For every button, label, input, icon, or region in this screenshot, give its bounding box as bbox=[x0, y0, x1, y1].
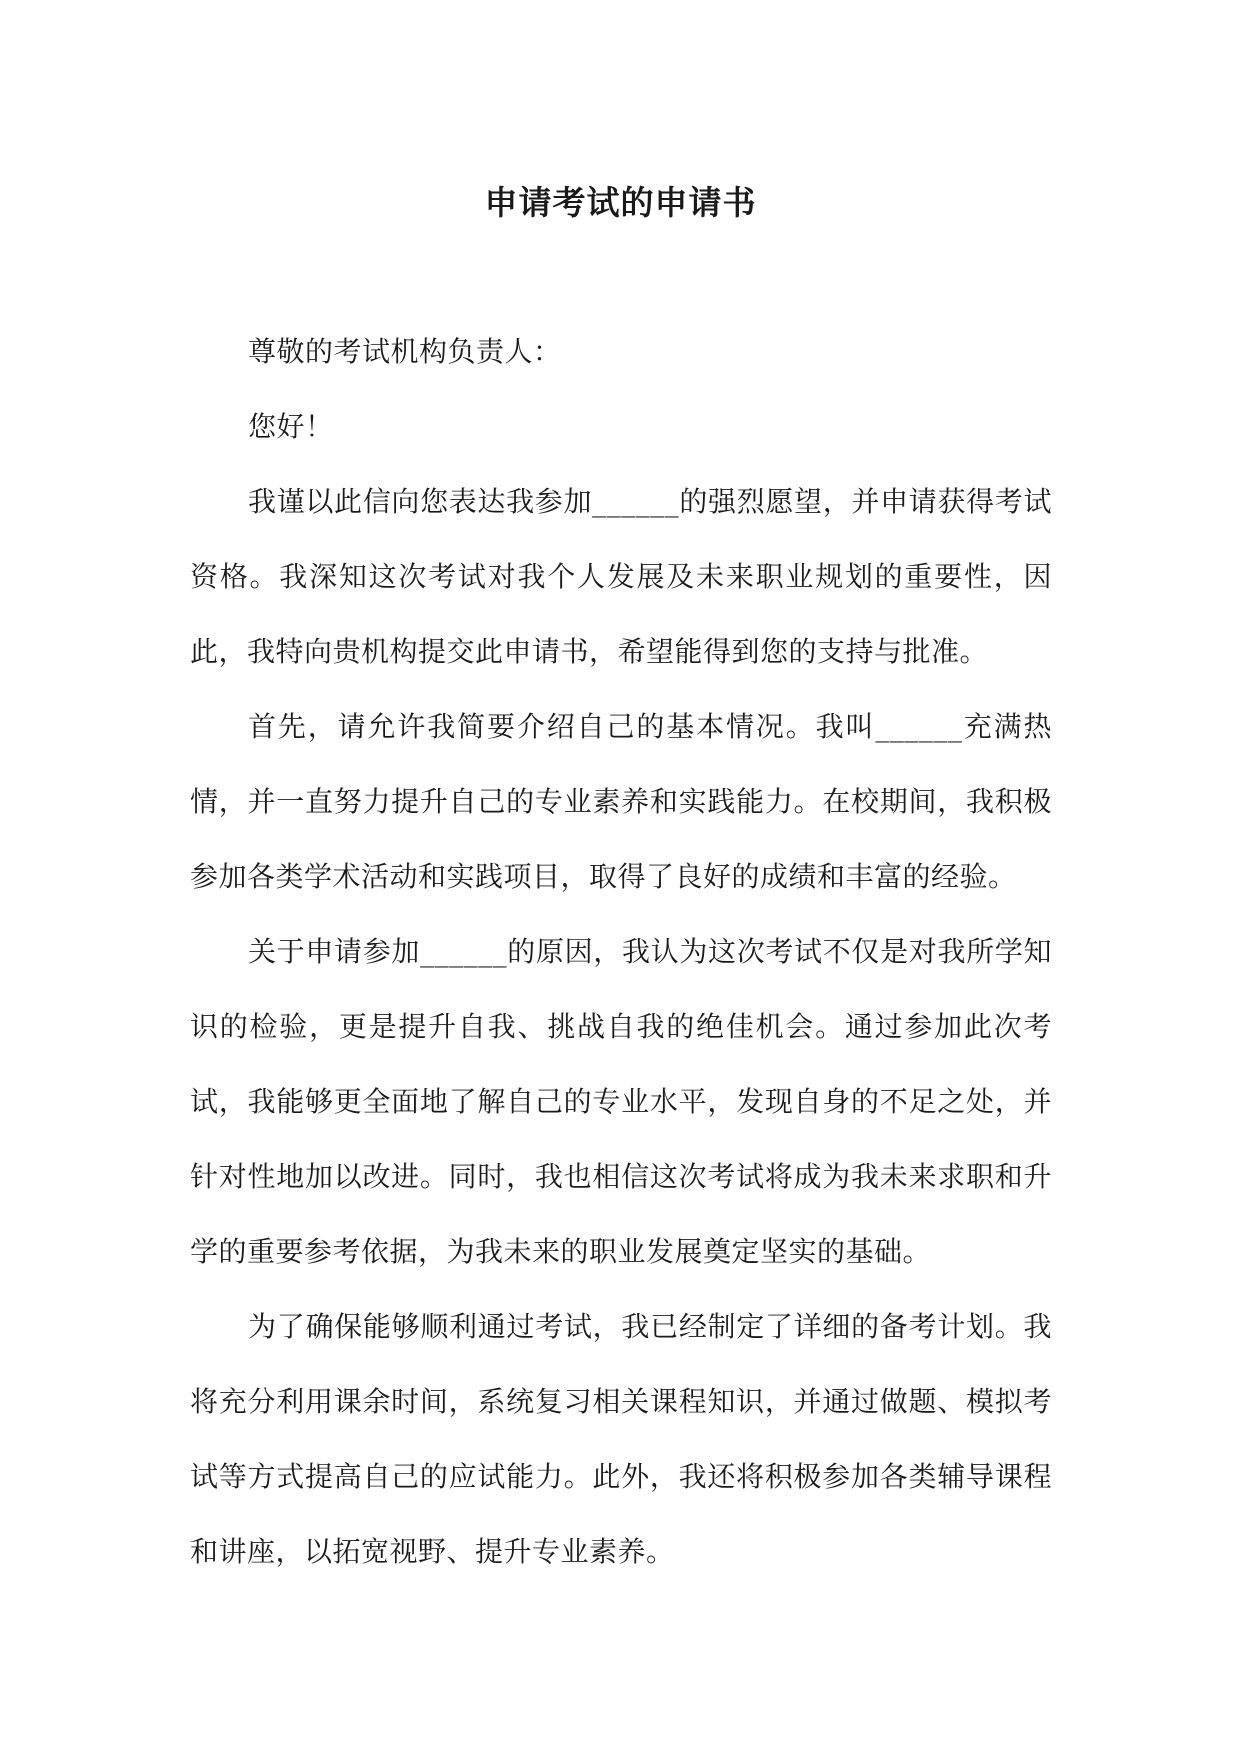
paragraph-study-plan: 为了确保能够顺利通过考试，我已经制定了详细的备考计划。我将充分利用课余时间，系统复习相关课程知识，并通过做题、模拟考试等方式提高自己的应试能力。此外，我还将积极参加各类辅导课程和讲座，以拓宽视野、提升专业素养。 bbox=[190, 1310, 1052, 1568]
salutation: 尊敬的考试机构负责人： bbox=[248, 335, 562, 368]
greeting: 您好！ bbox=[248, 410, 334, 443]
paragraph-reasons: 关于申请参加______的原因，我认为这次考试不仅是对我所学知识的检验，更是提升自我、挑战自我的绝佳机会。通过参加此次考试，我能够更全面地了解自己的专业水平，发现自身的不足之处，并针对性地加以改进。同时，我也相信这次考试将成为我未来求职和升学的重要参考依据，为我未来的职业发展奠定坚实的基础。 bbox=[190, 935, 1052, 1268]
document-body bbox=[190, 314, 1052, 1589]
paragraph-intent: 我谨以此信向您表达我参加______的强烈愿望，并申请获得考试资格。我深知这次考试对我个人发展及未来职业规划的重要性，因此，我特向贵机构提交此申请书，希望能得到您的支持与批准。 bbox=[190, 485, 1052, 668]
document-title: 申请考试的申请书 bbox=[484, 183, 757, 222]
paragraph-self-introduction: 首先，请允许我简要介绍自己的基本情况。我叫______充满热情，并一直努力提升自己的专业素养和实践能力。在校期间，我积极参加各类学术活动和实践项目，取得了良好的成绩和丰富的经验。 bbox=[190, 710, 1052, 893]
